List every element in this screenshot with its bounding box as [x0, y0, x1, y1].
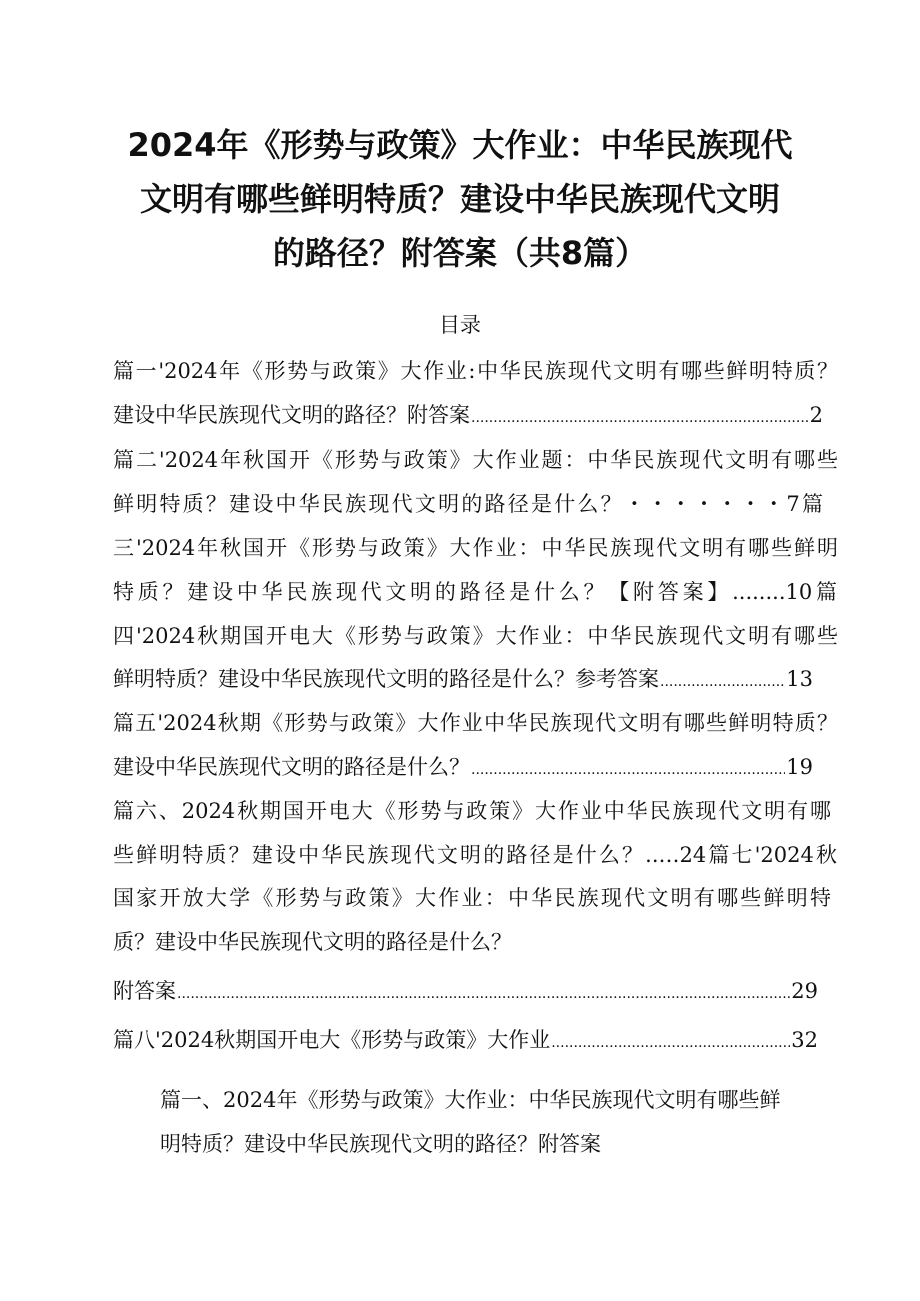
toc-line-3[interactable]: 篇二'2024年秋国开《形势与政策》大作业题：中华民族现代文明有哪些 — [113, 448, 838, 472]
toc-line-12[interactable]: 些鲜明特质？建设中华民族现代文明的路径是什么？..…24篇七'2024秋 — [113, 843, 837, 867]
toc-leader-dots — [471, 755, 785, 785]
toc-line-6[interactable]: 特质？建设中华民族现代文明的路径是什么？【附答案】........10篇 — [113, 580, 837, 604]
section-heading-line-2: 明特质？建设中华民族现代文明的路径？附答案 — [160, 1132, 601, 1156]
toc-leader-dots — [551, 1028, 790, 1058]
toc-leader-dots — [660, 667, 785, 697]
toc-line-9[interactable]: 篇五'2024秋期《形势与政策》大作业中华民族现代文明有哪些鲜明特质？ — [113, 711, 838, 735]
toc-entry-text: 附答案 — [113, 979, 176, 1003]
toc-line-4[interactable]: 鲜明特质？建设中华民族现代文明的路径是什么？・・・・・・・7篇 — [113, 492, 823, 516]
toc-line-8[interactable] — [113, 664, 813, 697]
toc-line-10[interactable] — [113, 752, 813, 785]
title-line-1: 2024年《形势与政策》大作业：中华民族现代 — [127, 126, 793, 164]
toc-entry-text: 建设中华民族现代文明的路径？附答案 — [113, 403, 470, 427]
toc-page-number: 32 — [791, 1028, 818, 1052]
toc-entry-text: 篇八'2024秋期国开电大《形势与政策》大作业 — [113, 1028, 551, 1052]
toc-entry-text: 鲜明特质？建设中华民族现代文明的路径是什么？参考答案 — [113, 667, 659, 691]
toc-heading: 目录 — [439, 313, 481, 337]
title-line-3: 的路径？附答案（共8篇） — [272, 234, 648, 272]
toc-line-11[interactable]: 篇六、2024秋期国开电大《形势与政策》大作业中华民族现代文明有哪 — [113, 799, 831, 823]
toc-line-16[interactable] — [113, 1025, 818, 1058]
document-title — [100, 118, 820, 280]
toc-line-1[interactable]: 篇一'2024年《形势与政策》大作业:中华民族现代文明有哪些鲜明特质？ — [113, 359, 838, 383]
toc-page-number: 13 — [786, 667, 813, 691]
toc-line-13[interactable]: 国家开放大学《形势与政策》大作业：中华民族现代文明有哪些鲜明特 — [113, 886, 831, 910]
toc-page-number: 19 — [786, 755, 813, 779]
toc-page-number: 29 — [791, 979, 818, 1003]
toc-entry-text: 建设中华民族现代文明的路径是什么？ — [113, 755, 470, 779]
toc-line-14[interactable]: 质？建设中华民族现代文明的路径是什么？ — [113, 930, 512, 954]
toc-page-number: 2 — [809, 403, 823, 427]
title-line-2: 文明有哪些鲜明特质？建设中华民族现代文明 — [139, 180, 780, 218]
toc-line-2[interactable] — [113, 400, 823, 433]
toc-leader-dots — [471, 403, 809, 433]
section-heading — [160, 1078, 840, 1166]
toc-line-15[interactable] — [113, 976, 818, 1009]
toc-line-5[interactable]: 三'2024年秋国开《形势与政策》大作业：中华民族现代文明有哪些鲜明 — [113, 536, 838, 560]
section-heading-line-1: 篇一、2024年《形势与政策》大作业：中华民族现代文明有哪些鲜 — [160, 1088, 781, 1112]
toc-leader-dots — [177, 979, 790, 1009]
toc-line-7[interactable]: 四'2024秋期国开电大《形势与政策》大作业：中华民族现代文明有哪些 — [113, 624, 838, 648]
